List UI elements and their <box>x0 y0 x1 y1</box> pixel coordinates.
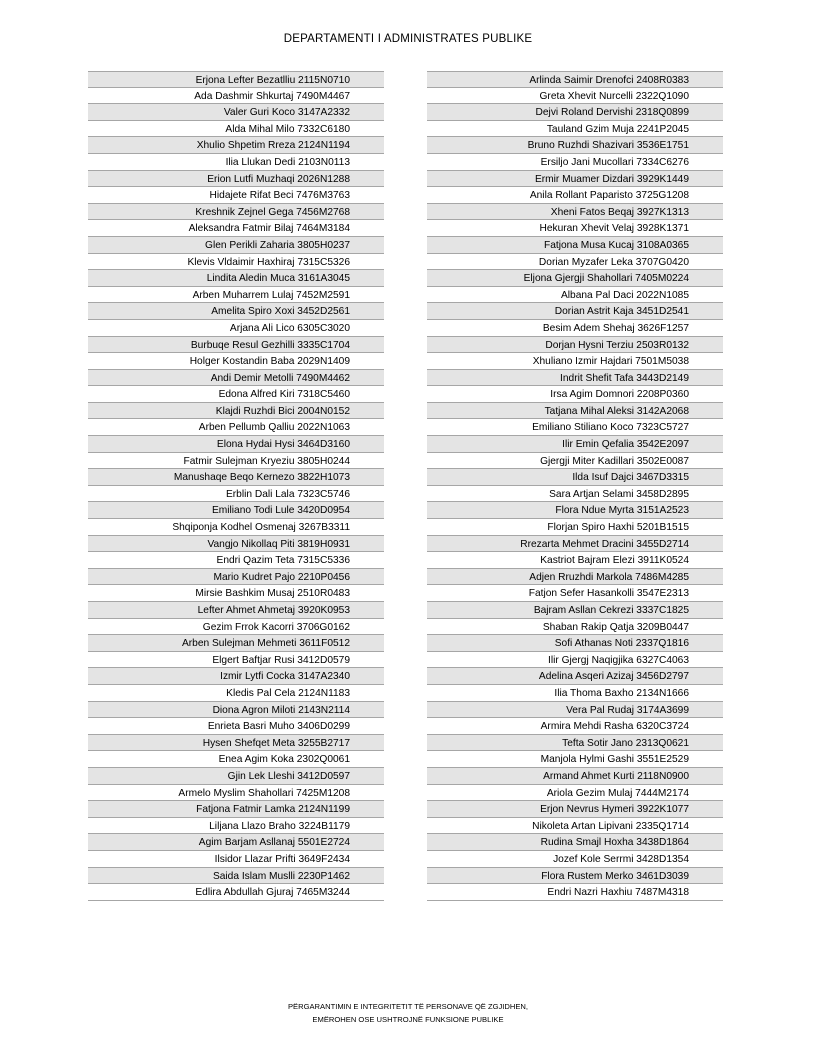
page-footer <box>0 1000 816 1026</box>
list-item: Vera Pal Rudaj 3174A3699 <box>427 702 723 719</box>
list-item: Ilir Emin Qefalia 3542E2097 <box>427 436 723 453</box>
list-item: Ilsidor Llazar Prifti 3649F2434 <box>88 851 384 868</box>
list-item: Adjen Rruzhdi Markola 7486M4285 <box>427 569 723 586</box>
list-item: Dorian Astrit Kaja 3451D2541 <box>427 303 723 320</box>
list-item: Sofi Athanas Noti 2337Q1816 <box>427 635 723 652</box>
list-item: Ilir Gjergj Naqigjika 6327C4063 <box>427 652 723 669</box>
list-item: Xhulio Shpetim Rreza 2124N1194 <box>88 137 384 154</box>
list-item: Flora Rustem Merko 3461D3039 <box>427 868 723 885</box>
list-item: Diona Agron Miloti 2143N2114 <box>88 702 384 719</box>
list-item: Aleksandra Fatmir Bilaj 7464M3184 <box>88 220 384 237</box>
list-item: Ada Dashmir Shkurtaj 7490M4467 <box>88 88 384 105</box>
list-item: Klajdi Ruzhdi Bici 2004N0152 <box>88 403 384 420</box>
list-item: Dorian Myzafer Leka 3707G0420 <box>427 254 723 271</box>
list-item: Liljana Llazo Braho 3224B1179 <box>88 818 384 835</box>
list-item: Hekuran Xhevit Velaj 3928K1371 <box>427 220 723 237</box>
list-item: Izmir Lytfi Cocka 3147A2340 <box>88 668 384 685</box>
list-item: Armira Mehdi Rasha 6320C3724 <box>427 718 723 735</box>
list-item: Nikoleta Artan Lipivani 2335Q1714 <box>427 818 723 835</box>
list-item: Alda Mihal Milo 7332C6180 <box>88 121 384 138</box>
list-item: Elona Hydai Hysi 3464D3160 <box>88 436 384 453</box>
list-item: Ilia Llukan Dedi 2103N0113 <box>88 154 384 171</box>
list-item: Dejvi Roland Dervishi 2318Q0899 <box>427 104 723 121</box>
list-item: Fatjon Sefer Hasankolli 3547E2313 <box>427 585 723 602</box>
list-item: Arben Muharrem Lulaj 7452M2591 <box>88 287 384 304</box>
list-item: Dorjan Hysni Terziu 2503R0132 <box>427 337 723 354</box>
list-item: Arben Sulejman Mehmeti 3611F0512 <box>88 635 384 652</box>
list-item: Arlinda Saimir Drenofci 2408R0383 <box>427 71 723 88</box>
list-item: Lefter Ahmet Ahmetaj 3920K0953 <box>88 602 384 619</box>
list-item: Arjana Ali Lico 6305C3020 <box>88 320 384 337</box>
list-item: Edlira Abdullah Gjuraj 7465M3244 <box>88 884 384 901</box>
list-item: Flora Ndue Myrta 3151A2523 <box>427 502 723 519</box>
list-item: Mirsie Bashkim Musaj 2510R0483 <box>88 585 384 602</box>
list-item: Valer Guri Koco 3147A2332 <box>88 104 384 121</box>
list-item: Tauland Gzim Muja 2241P2045 <box>427 121 723 138</box>
list-item: Adelina Asqeri Azizaj 3456D2797 <box>427 668 723 685</box>
left-name-list <box>88 71 384 901</box>
list-item: Sara Artjan Selami 3458D2895 <box>427 486 723 503</box>
list-item: Ilia Thoma Baxho 2134N1666 <box>427 685 723 702</box>
list-item: Shqiponja Kodhel Osmenaj 3267B3311 <box>88 519 384 536</box>
list-item: Edona Alfred Kiri 7318C5460 <box>88 386 384 403</box>
list-item: Hidajete Rifat Beci 7476M3763 <box>88 187 384 204</box>
list-item: Erblin Dali Lala 7323C5746 <box>88 486 384 503</box>
list-item: Arben Pellumb Qalliu 2022N1063 <box>88 419 384 436</box>
list-item: Besim Adem Shehaj 3626F1257 <box>427 320 723 337</box>
list-item: Gjergji Miter Kadillari 3502E0087 <box>427 453 723 470</box>
list-item: Ilda Isuf Dajci 3467D3315 <box>427 469 723 486</box>
list-item: Fatjona Musa Kucaj 3108A0365 <box>427 237 723 254</box>
list-item: Vangjo Nikollaq Piti 3819H0931 <box>88 536 384 553</box>
right-name-list <box>427 71 723 901</box>
footer-line-1: PËRGARANTIMIN E INTEGRITETIT TË PERSONAVE QË ZGJIDHEN, <box>287 1002 529 1011</box>
list-item: Mario Kudret Pajo 2210P0456 <box>88 569 384 586</box>
list-item: Kastriot Bajram Elezi 3911K0524 <box>427 552 723 569</box>
list-item: Shaban Rakip Qatja 3209B0447 <box>427 619 723 636</box>
list-item: Eljona Gjergji Shahollari 7405M0224 <box>427 270 723 287</box>
list-item: Emiliano Stiliano Koco 7323C5727 <box>427 419 723 436</box>
list-item: Tefta Sotir Jano 2313Q0621 <box>427 735 723 752</box>
footer-line-2: EMËROHEN OSE USHTROJNË FUNKSIONE PUBLIKE <box>312 1015 504 1024</box>
list-item: Elgert Baftjar Rusi 3412D0579 <box>88 652 384 669</box>
list-item: Irsa Agim Domnori 2208P0360 <box>427 386 723 403</box>
list-item: Fatjona Fatmir Lamka 2124N1199 <box>88 801 384 818</box>
list-item: Ermir Muamer Dizdari 3929K1449 <box>427 171 723 188</box>
list-item: Bajram Asllan Cekrezi 3337C1825 <box>427 602 723 619</box>
list-item: Kledis Pal Cela 2124N1183 <box>88 685 384 702</box>
list-item: Gjin Lek Lleshi 3412D0597 <box>88 768 384 785</box>
list-item: Endri Qazim Teta 7315C5336 <box>88 552 384 569</box>
list-item: Ersiljo Jani Mucollari 7334C6276 <box>427 154 723 171</box>
list-item: Emiliano Todi Lule 3420D0954 <box>88 502 384 519</box>
page-title: DEPARTAMENTI I ADMINISTRATES PUBLIKE <box>283 33 533 45</box>
list-item: Lindita Aledin Muca 3161A3045 <box>88 270 384 287</box>
list-item: Rudina Smajl Hoxha 3438D1864 <box>427 834 723 851</box>
list-item: Amelita Spiro Xoxi 3452D2561 <box>88 303 384 320</box>
list-item: Erjona Lefter Bezatlliu 2115N0710 <box>88 71 384 88</box>
list-item: Andi Demir Metolli 7490M4462 <box>88 370 384 387</box>
list-item: Greta Xhevit Nurcelli 2322Q1090 <box>427 88 723 105</box>
list-item: Glen Perikli Zaharia 3805H0237 <box>88 237 384 254</box>
list-item: Manjola Hylmi Gashi 3551E2529 <box>427 751 723 768</box>
list-item: Gezim Frrok Kacorri 3706G0162 <box>88 619 384 636</box>
list-item: Fatmir Sulejman Kryeziu 3805H0244 <box>88 453 384 470</box>
list-item: Anila Rollant Paparisto 3725G1208 <box>427 187 723 204</box>
list-item: Ariola Gezim Mulaj 7444M2174 <box>427 785 723 802</box>
list-item: Enrieta Basri Muho 3406D0299 <box>88 718 384 735</box>
list-item: Tatjana Mihal Aleksi 3142A2068 <box>427 403 723 420</box>
list-item: Kreshnik Zejnel Gega 7456M2768 <box>88 204 384 221</box>
list-item: Xhuliano Izmir Hajdari 7501M5038 <box>427 353 723 370</box>
list-item: Manushaqe Beqo Kernezo 3822H1073 <box>88 469 384 486</box>
list-item: Rrezarta Mehmet Dracini 3455D2714 <box>427 536 723 553</box>
list-item: Endri Nazri Haxhiu 7487M4318 <box>427 884 723 901</box>
list-item: Enea Agim Koka 2302Q0061 <box>88 751 384 768</box>
list-item: Erjon Nevrus Hymeri 3922K1077 <box>427 801 723 818</box>
list-item: Jozef Kole Serrmi 3428D1354 <box>427 851 723 868</box>
list-item: Albana Pal Daci 2022N1085 <box>427 287 723 304</box>
list-item: Burbuqe Resul Gezhilli 3335C1704 <box>88 337 384 354</box>
list-item: Xheni Fatos Beqaj 3927K1313 <box>427 204 723 221</box>
list-item: Holger Kostandin Baba 2029N1409 <box>88 353 384 370</box>
list-item: Indrit Shefit Tafa 3443D2149 <box>427 370 723 387</box>
list-item: Armelo Myslim Shahollari 7425M1208 <box>88 785 384 802</box>
list-item: Erion Lutfi Muzhaqi 2026N1288 <box>88 171 384 188</box>
list-item: Agim Barjam Asllanaj 5501E2724 <box>88 834 384 851</box>
list-item: Bruno Ruzhdi Shazivari 3536E1751 <box>427 137 723 154</box>
list-item: Klevis Vldaimir Haxhiraj 7315C5326 <box>88 254 384 271</box>
list-item: Florjan Spiro Haxhi 5201B1515 <box>427 519 723 536</box>
list-item: Saida Islam Muslli 2230P1462 <box>88 868 384 885</box>
list-item: Armand Ahmet Kurti 2118N0900 <box>427 768 723 785</box>
list-item: Hysen Shefqet Meta 3255B2717 <box>88 735 384 752</box>
